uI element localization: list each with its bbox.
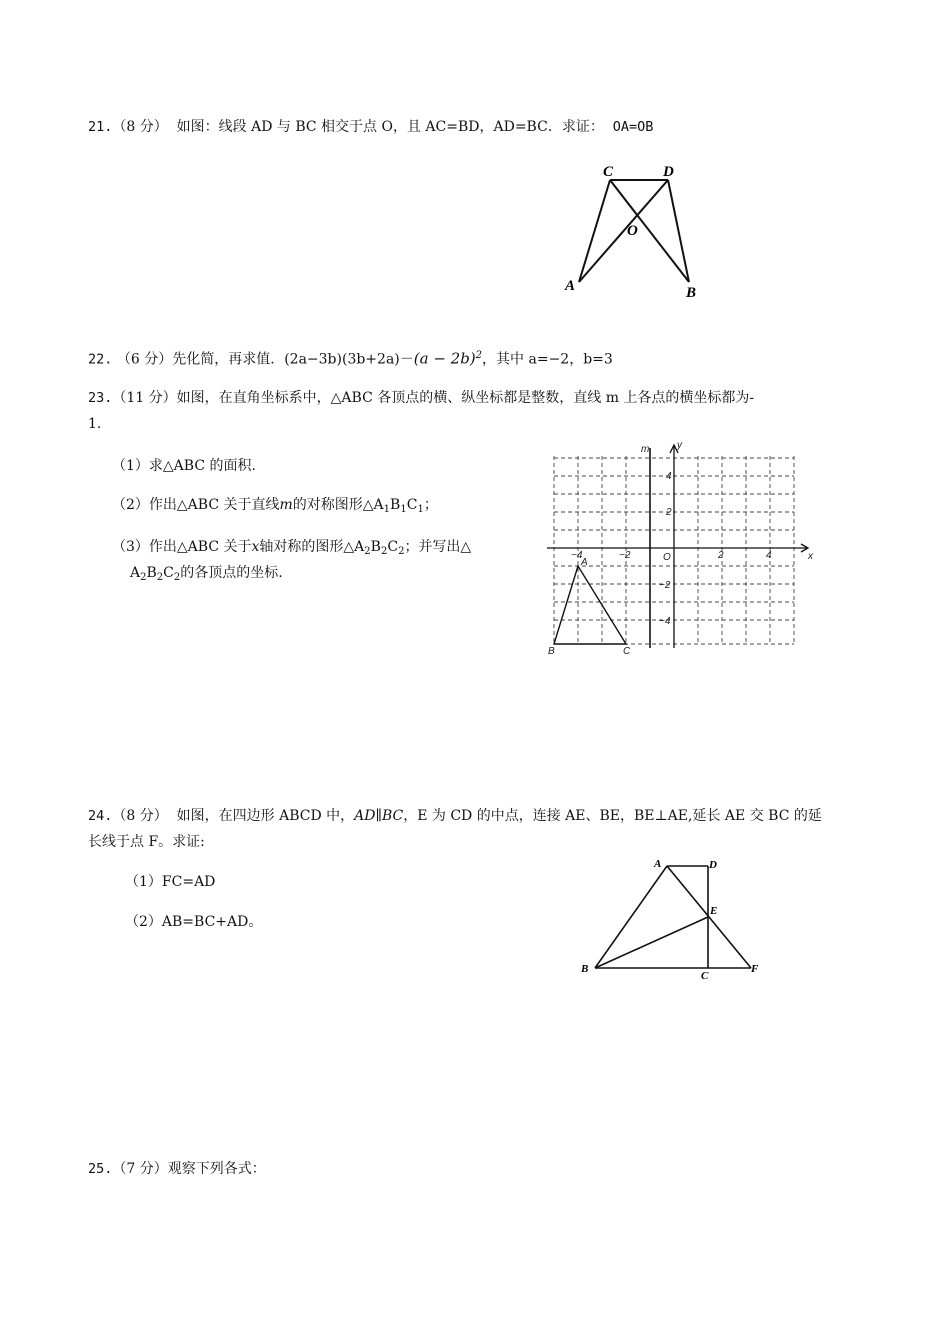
q25-points: （7 分） (112, 1161, 168, 1177)
q24-number: 24. (88, 808, 113, 824)
q23-part3-d: C (387, 539, 399, 555)
q23-point-a-label: A (581, 557, 588, 568)
q25-number: 25. (88, 1161, 113, 1177)
q23-part3-l2-b: B (146, 565, 157, 581)
q23-part3-sub-b: 2 (380, 546, 388, 557)
q24-part1-text: （1）FC=AD (125, 874, 216, 890)
q24-label-a: A (654, 858, 662, 870)
q24-label-d: D (709, 859, 717, 871)
q23-axis-y-label: y (677, 440, 682, 451)
q23-part3-line2 (130, 563, 283, 588)
q23-part3-x: x (251, 539, 260, 555)
q23-stem-line2 (88, 414, 101, 434)
q23-tick-y-2: 2 (666, 507, 672, 518)
q23-part2-sub-c: 1 (417, 504, 424, 515)
q24-text-line2: 长线于点 F。求证: (88, 834, 205, 850)
q23-part3-c: B (370, 539, 381, 555)
q22-power: 2 (475, 350, 483, 361)
q23-part3-l2-sub-c: 2 (173, 572, 181, 583)
q24-label-f: F (751, 963, 759, 975)
q23-axis-x-label: x (808, 551, 813, 562)
q23-part2-sub-a: 1 (383, 504, 391, 515)
q21-label-b: B (686, 285, 697, 301)
q23-part3-sub-c: 2 (398, 546, 405, 557)
q23-part3-sub-a: 2 (364, 546, 371, 557)
q22-points: （6 分） (116, 351, 173, 368)
q23-tick-x-2: 2 (718, 550, 724, 561)
q23-part2-sub-b: 1 (400, 504, 407, 515)
q21-points: （8 分） (112, 119, 168, 135)
q23-part2-m: m (279, 497, 293, 513)
q23-part2-c: B (390, 497, 401, 513)
q22-stem (88, 346, 613, 370)
q21-prove: OA=OB (612, 119, 654, 135)
q21-stem (88, 117, 653, 137)
q23-text-line1: 如图，在直角坐标系中，△ABC 各顶点的横、纵坐标都是整数，直线 m 上各点的横坐标都为- (176, 390, 755, 406)
q23-part3-l2-d: 的各顶点的坐标. (180, 565, 283, 581)
q21-label-o: O (627, 223, 638, 239)
q24-text-b: ，E 为 CD 的中点，连接 AE、BE，BE⊥AE,延长 AE 交 BC 的延 (403, 808, 822, 824)
q24-label-c: C (701, 970, 709, 982)
q21-text: 如图：线段 AD 与 BC 相交于点 O，且 AC=BD，AD=BC．求证： (176, 119, 604, 135)
q23-part1 (112, 456, 256, 476)
q23-part3-l2-c: C (163, 565, 174, 581)
q23-part3-l2-sub-a: 2 (140, 572, 147, 583)
q22-expression: (2a−3b)(3b+2a)－ (284, 351, 414, 368)
q23-part2-b: 的对称图形△A (292, 497, 384, 513)
q23-part3-e: ；并写出△ (404, 539, 472, 555)
q23-tick-y-4: 4 (666, 471, 672, 482)
q24-part1 (125, 872, 215, 892)
q23-part2-d: C (406, 497, 418, 513)
q24-points: （8 分） (112, 808, 168, 824)
q23-tick-x-neg4: −4 (571, 550, 583, 561)
q23-stem-line1 (88, 388, 754, 408)
q22-expression-2: (a − 2b) (413, 349, 476, 368)
q24-text-a: 如图，在四边形 ABCD 中， (176, 808, 355, 824)
q23-part2 (112, 495, 438, 520)
q23-part3-a: （3）作出△ABC 关于 (112, 539, 252, 555)
q21-figure (555, 160, 715, 305)
q23-points: （11 分） (112, 390, 177, 406)
q24-part2-text: （2）AB=BC+AD。 (125, 914, 263, 930)
q24-parallel: AD∥BC (354, 808, 404, 824)
q23-text-line2: 1. (88, 416, 102, 432)
q23-part2-end: ； (423, 497, 438, 513)
q21-label-d: D (663, 164, 674, 180)
q22-text: 先化简，再求值． (172, 351, 285, 368)
q23-coordinate-grid (545, 438, 820, 658)
q24-figure (575, 855, 770, 985)
q23-tick-x-4: 4 (766, 550, 772, 561)
q23-tick-y-neg2: −2 (659, 580, 671, 591)
q21-label-a: A (565, 278, 576, 294)
q24-label-b: B (581, 963, 589, 975)
q21-number: 21. (88, 119, 113, 135)
q23-part3 (112, 537, 471, 562)
q24-stem-line2 (88, 832, 205, 852)
q23-part2-a: （2）作出△ABC 关于直线 (112, 497, 280, 513)
q23-tick-x-neg2: −2 (619, 550, 631, 561)
q22-number: 22. (88, 351, 113, 368)
q23-point-c-label: C (623, 646, 631, 657)
q23-part3-b: 轴对称的图形△A (259, 539, 365, 555)
q23-point-b-label: B (548, 646, 555, 657)
q24-label-e: E (710, 905, 718, 917)
q23-number: 23. (88, 390, 113, 406)
q23-part3-l2-sub-b: 2 (156, 572, 164, 583)
q23-tick-y-neg4: −4 (659, 616, 671, 627)
q23-origin-label: O (663, 552, 671, 563)
q22-condition: ，其中 a=−2，b=3 (482, 351, 613, 368)
q23-part1-text: （1）求△ABC 的面积. (112, 458, 256, 474)
q24-part2 (125, 912, 262, 932)
q21-label-c: C (603, 164, 614, 180)
q24-stem-line1 (88, 806, 822, 826)
q23-line-m-label: m (641, 444, 650, 455)
q23-triangle-abc (554, 566, 626, 644)
q25-text: 观察下列各式： (167, 1161, 266, 1177)
q25-stem (88, 1159, 266, 1179)
q23-part3-l2-a: A (130, 565, 141, 581)
